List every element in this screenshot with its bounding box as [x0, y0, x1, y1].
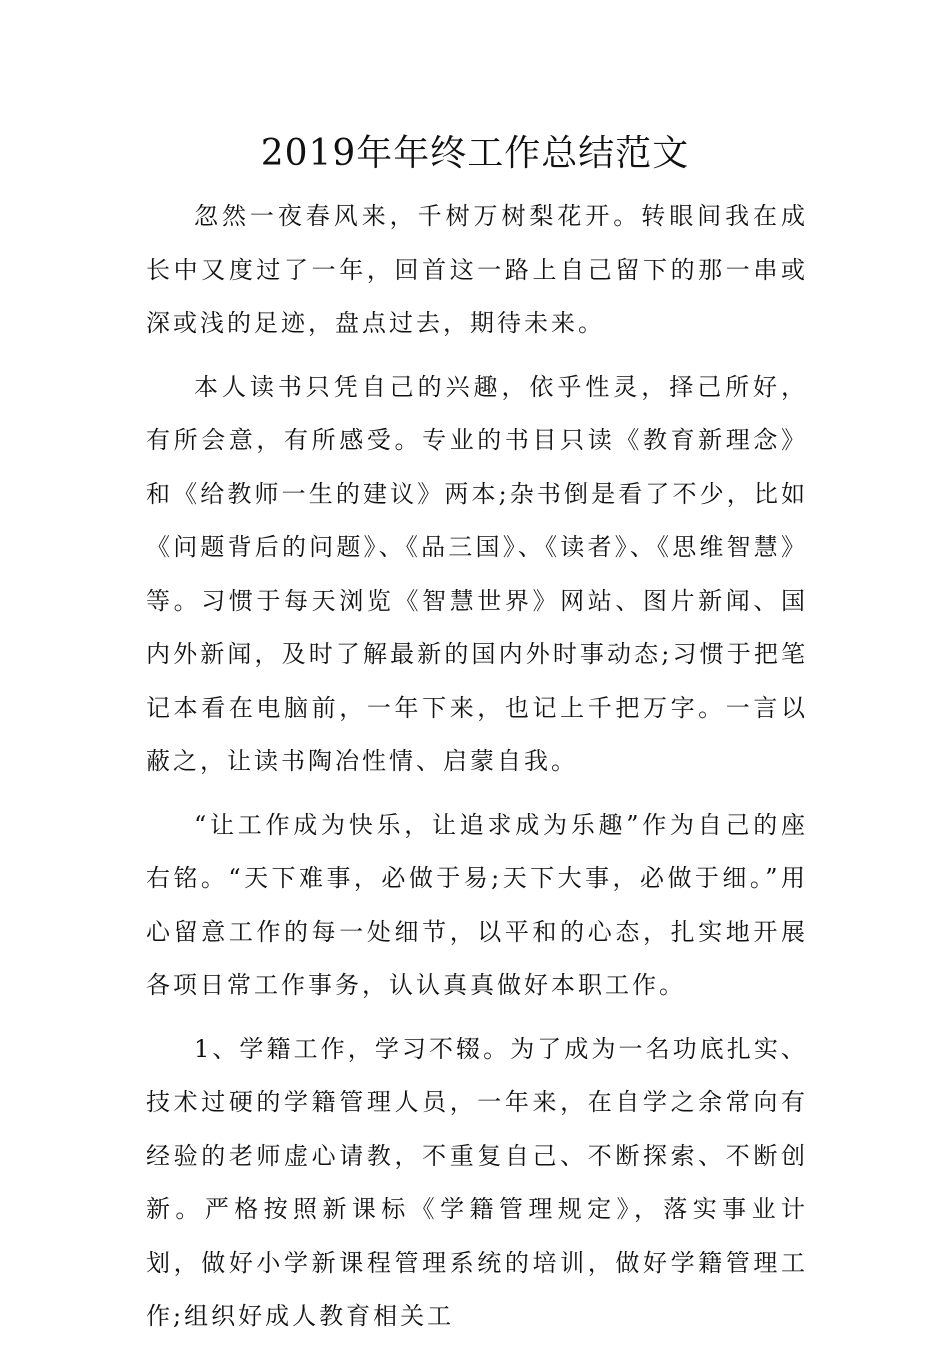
paragraph: 忽然一夜春风来，千树万树梨花开。转眼间我在成长中又度过了一年，回首这一路上自己留下的那一串或深或浅的足迹，盘点过去，期待未来。 — [146, 202, 808, 337]
paragraph: 本人读书只凭自己的兴趣，依乎性灵，择己所好，有所会意，有所感受。专业的书目只读《教育新理念》和《给教师一生的建议》两本;杂书倒是看了不少，比如《问题背后的问题》、《品三国》、《读者》、《思维智慧》等。习惯于每天浏览《智慧世界》网站、图片新闻、国内外新闻，及时了解最新的国内外时事动态;习惯于把笔记本看在电脑前，一年下来，也记上千把万字。一言以蔽之，让读书陶冶性情、启蒙自我。 — [146, 372, 808, 775]
document-title: 2019年年终工作总结范文 — [260, 133, 690, 174]
paragraph: “让工作成为快乐，让追求成为乐趣”作为自己的座右铭。“天下难事，必做于易;天下大事，必做于细。”用心留意工作的每一处细节，以平和的心态，扎实地开展各项日常工作事务，认认真真做好本职工作。 — [146, 810, 808, 999]
document-body — [146, 190, 808, 1345]
paragraph: 1、学籍工作，学习不辍。为了成为一名功底扎实、技术过硬的学籍管理人员，一年来，在自学之余常向有经验的老师虚心请教，不重复自己、不断探索、不断创新。严格按照新课标《学籍管理规定》，落实事业计划，做好小学新课程管理系统的培训，做好学籍管理工作;组织好成人教育相关工 — [146, 1034, 808, 1330]
